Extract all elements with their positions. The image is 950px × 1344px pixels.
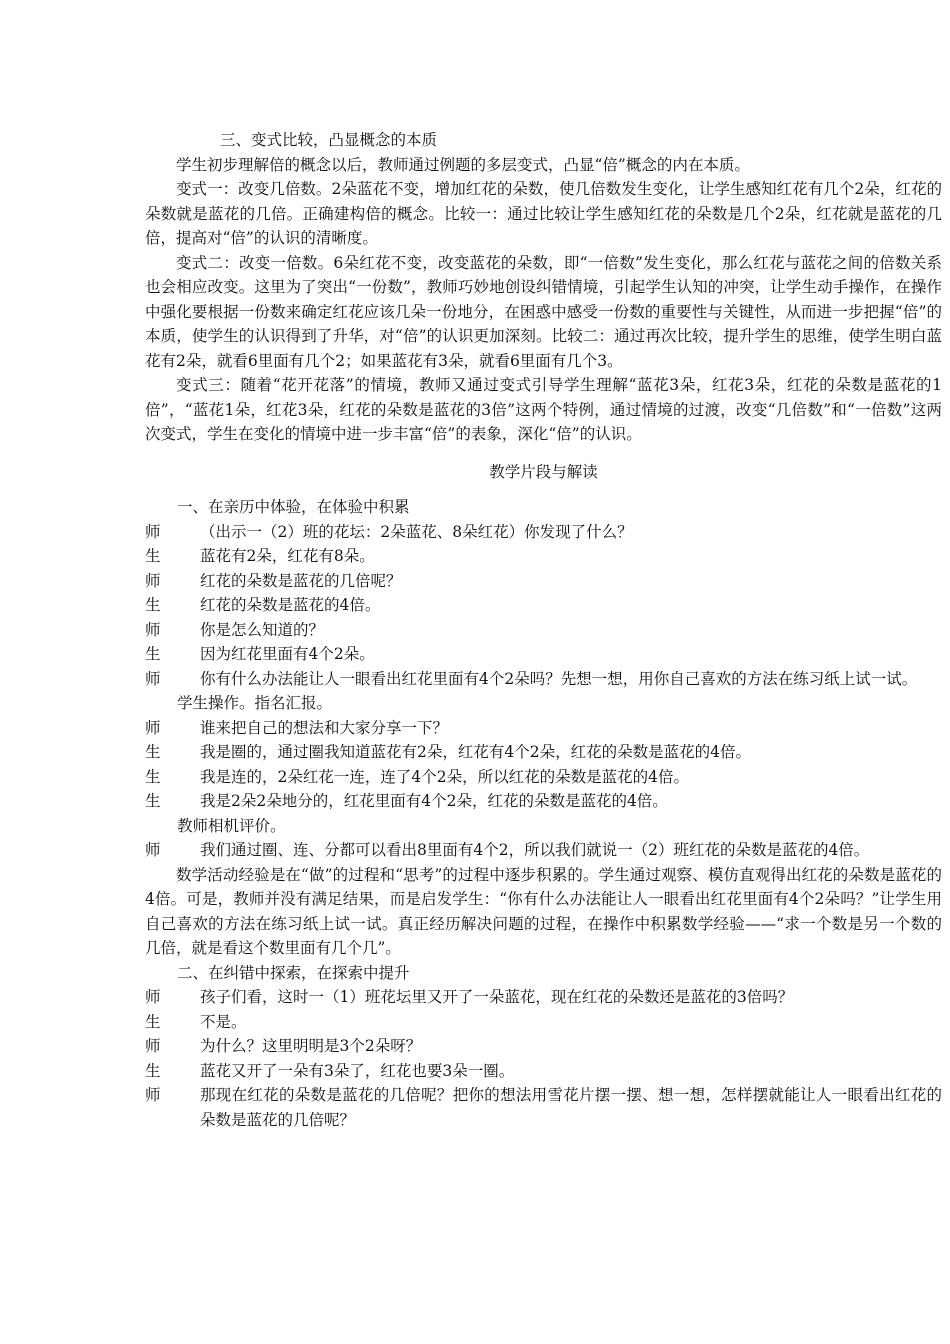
paragraph: 学生初步理解倍的概念以后，教师通过例题的多层变式，凸显“倍”概念的内在本质。 — [176, 155, 750, 174]
paragraph: 变式三：随着“花开花落”的情境，教师又通过变式引导学生理解“蓝花3朵，红花3朵，红花的朵数是蓝花的1倍”，“蓝花1朵，红花3朵，红花的朵数是蓝花的3倍”这两个特例，通过情境的过渡，改变“几倍数”和“一倍数”这两次变式，学生在变化的情境中进一步丰富“倍”的表象，深化“倍”的认识。 — [145, 376, 942, 443]
speaker-label: 生 — [145, 792, 161, 810]
dialogue-line — [145, 618, 942, 643]
dialogue-line — [145, 789, 942, 814]
dialogue — [145, 520, 942, 692]
dialogue-line — [145, 642, 942, 667]
dialogue-text: 我是连的，2朵红花一连，连了4个2朵，所以红花的朵数是蓝花的4倍。 — [200, 767, 689, 786]
dialogue-text: 红花的朵数是蓝花的4倍。 — [200, 596, 381, 614]
speaker-label: 师 — [145, 571, 161, 590]
section-heading: 一、在亲历中体验，在体验中积累 — [177, 498, 410, 516]
speaker-label: 生 — [145, 547, 161, 565]
speaker-label: 生 — [145, 1061, 161, 1080]
dialogue-text: 孩子们看，这时一（1）班花坛里又开了一朵蓝花，现在红花的朵数还是蓝花的3倍吗？ — [200, 988, 794, 1006]
dialogue-line — [145, 544, 942, 569]
speaker-label: 生 — [145, 767, 161, 786]
dialogue-text: 你是怎么知道的？ — [200, 620, 325, 639]
dialogue-text: 不是。 — [200, 1012, 247, 1031]
speaker-label: 生 — [145, 596, 161, 614]
dialogue-text: 那现在红花的朵数是蓝花的几倍呢？把你的想法用雪花片摆一摆、想一想，怎样摆就能让人一眼看出红花的朵数是蓝花的几倍呢？ — [200, 1086, 942, 1129]
speaker-label: 生 — [145, 645, 161, 663]
speaker-label: 生 — [145, 743, 161, 761]
part1 — [145, 128, 942, 1132]
dialogue-text: 为什么？这里明明是3个2朵呀？ — [200, 1037, 422, 1055]
dialogue-line — [145, 1083, 942, 1132]
dialogue-line — [145, 667, 942, 692]
speaker-label: 师 — [145, 522, 161, 541]
dialogue-line — [145, 1059, 942, 1084]
dialogue — [145, 716, 942, 814]
dialogue-text: 我们通过圈、连、分都可以看出8里面有4个2，所以我们就说一（2）班红花的朵数是蓝花的4倍。 — [200, 841, 870, 859]
speaker-label: 师 — [145, 1037, 161, 1055]
stage-note: 教师相机评价。 — [177, 816, 286, 835]
speaker-label: 师 — [145, 1086, 161, 1104]
stage-note: 学生操作。指名汇报。 — [177, 694, 333, 712]
commentary-paragraph: 数学活动经验是在“做”的过程和“思考”的过程中逐步积累的。学生通过观察、模仿直观得出红花的朵数是蓝花的4倍。可是，教师并没有满足结果，而是启发学生：“你有什么办法能让人一眼看出红花里面有4个2朵吗？”让学生用自己喜欢的方法在练习纸上试一试。真正经历解决问题的过程，在操作中积累数学经验——“求一个数是另一个数的几倍，就是看这个数里面有几个几”。 — [145, 865, 942, 957]
section-heading: 三、变式比较，凸显概念的本质 — [220, 131, 438, 149]
dialogue-line — [145, 593, 942, 618]
paragraph: 变式一：改变几倍数。2朵蓝花不变，增加红花的朵数，使几倍数发生变化，让学生感知红花有几个2朵，红花的朵数就是蓝花的几倍。正确建构倍的概念。比较一：通过比较让学生感知红花的朵数是几个2朵，红花就是蓝花的几倍，提高对“倍”的认识的清晰度。 — [145, 180, 942, 247]
dialogue-text: 蓝花又开了一朵有3朵了，红花也要3朵一圈。 — [200, 1061, 515, 1080]
dialogue-line — [145, 1034, 942, 1059]
page-title: 教学片段与解读 — [489, 462, 598, 481]
dialogue-text: 我是2朵2朵地分的，红花里面有4个2朵，红花的朵数是蓝花的4倍。 — [200, 792, 668, 810]
dialogue-text: 我是圈的，通过圈我知道蓝花有2朵，红花有4个2朵，红花的朵数是蓝花的4倍。 — [200, 743, 751, 761]
dialogue — [145, 985, 942, 1132]
dialogue-line — [145, 569, 942, 594]
dialogue-line — [145, 716, 942, 741]
dialogue-text: 谁来把自己的想法和大家分享一下？ — [200, 718, 449, 737]
dialogue-line — [145, 765, 942, 790]
dialogue-line — [145, 740, 942, 765]
dialogue-line — [145, 520, 942, 545]
paragraph: 变式二：改变一倍数。6朵红花不变，改变蓝花的朵数，即“一倍数”发生变化，那么红花与蓝花之间的倍数关系也会相应改变。这里为了突出“一份数”，教师巧妙地创设纠错情境，引起学生认知的冲突，让学生动手操作，在操作中强化要根据一份数来确定红花应该几朵一份地分，在困惑中感受一份数的重要性与关键性，从而进一步把握“倍”的本质，使学生的认识得到了升华，对“倍”的认识更加深刻。比较二：通过再次比较，提升学生的思维，使学生明白蓝花有2朵，就看6里面有几个2；如果蓝花有3朵，就看6里面有几个3。 — [145, 253, 942, 370]
speaker-label: 师 — [145, 988, 161, 1006]
dialogue-text: 你有什么办法能让人一眼看出红花里面有4个2朵吗？先想一想，用你自己喜欢的方法在练习纸上试一试。 — [200, 669, 918, 688]
section-heading: 二、在纠错中探索，在探索中提升 — [177, 963, 410, 982]
dialogue-text: 红花的朵数是蓝花的几倍呢？ — [200, 571, 402, 590]
dialogue-text: （出示一（2）班的花坛：2朵蓝花、8朵红花）你发现了什么？ — [200, 522, 633, 541]
speaker-label: 师 — [145, 718, 161, 737]
speaker-label: 师 — [145, 620, 161, 639]
dialogue-text: 因为红花里面有4个2朵。 — [200, 645, 375, 663]
speaker-label: 师 — [145, 669, 161, 688]
speaker-label: 生 — [145, 1012, 161, 1031]
dialogue-line — [145, 1010, 942, 1035]
speaker-label: 师 — [145, 841, 161, 859]
dialogue-text: 蓝花有2朵，红花有8朵。 — [200, 547, 375, 565]
dialogue-line — [145, 838, 942, 863]
dialogue-line — [145, 985, 942, 1010]
